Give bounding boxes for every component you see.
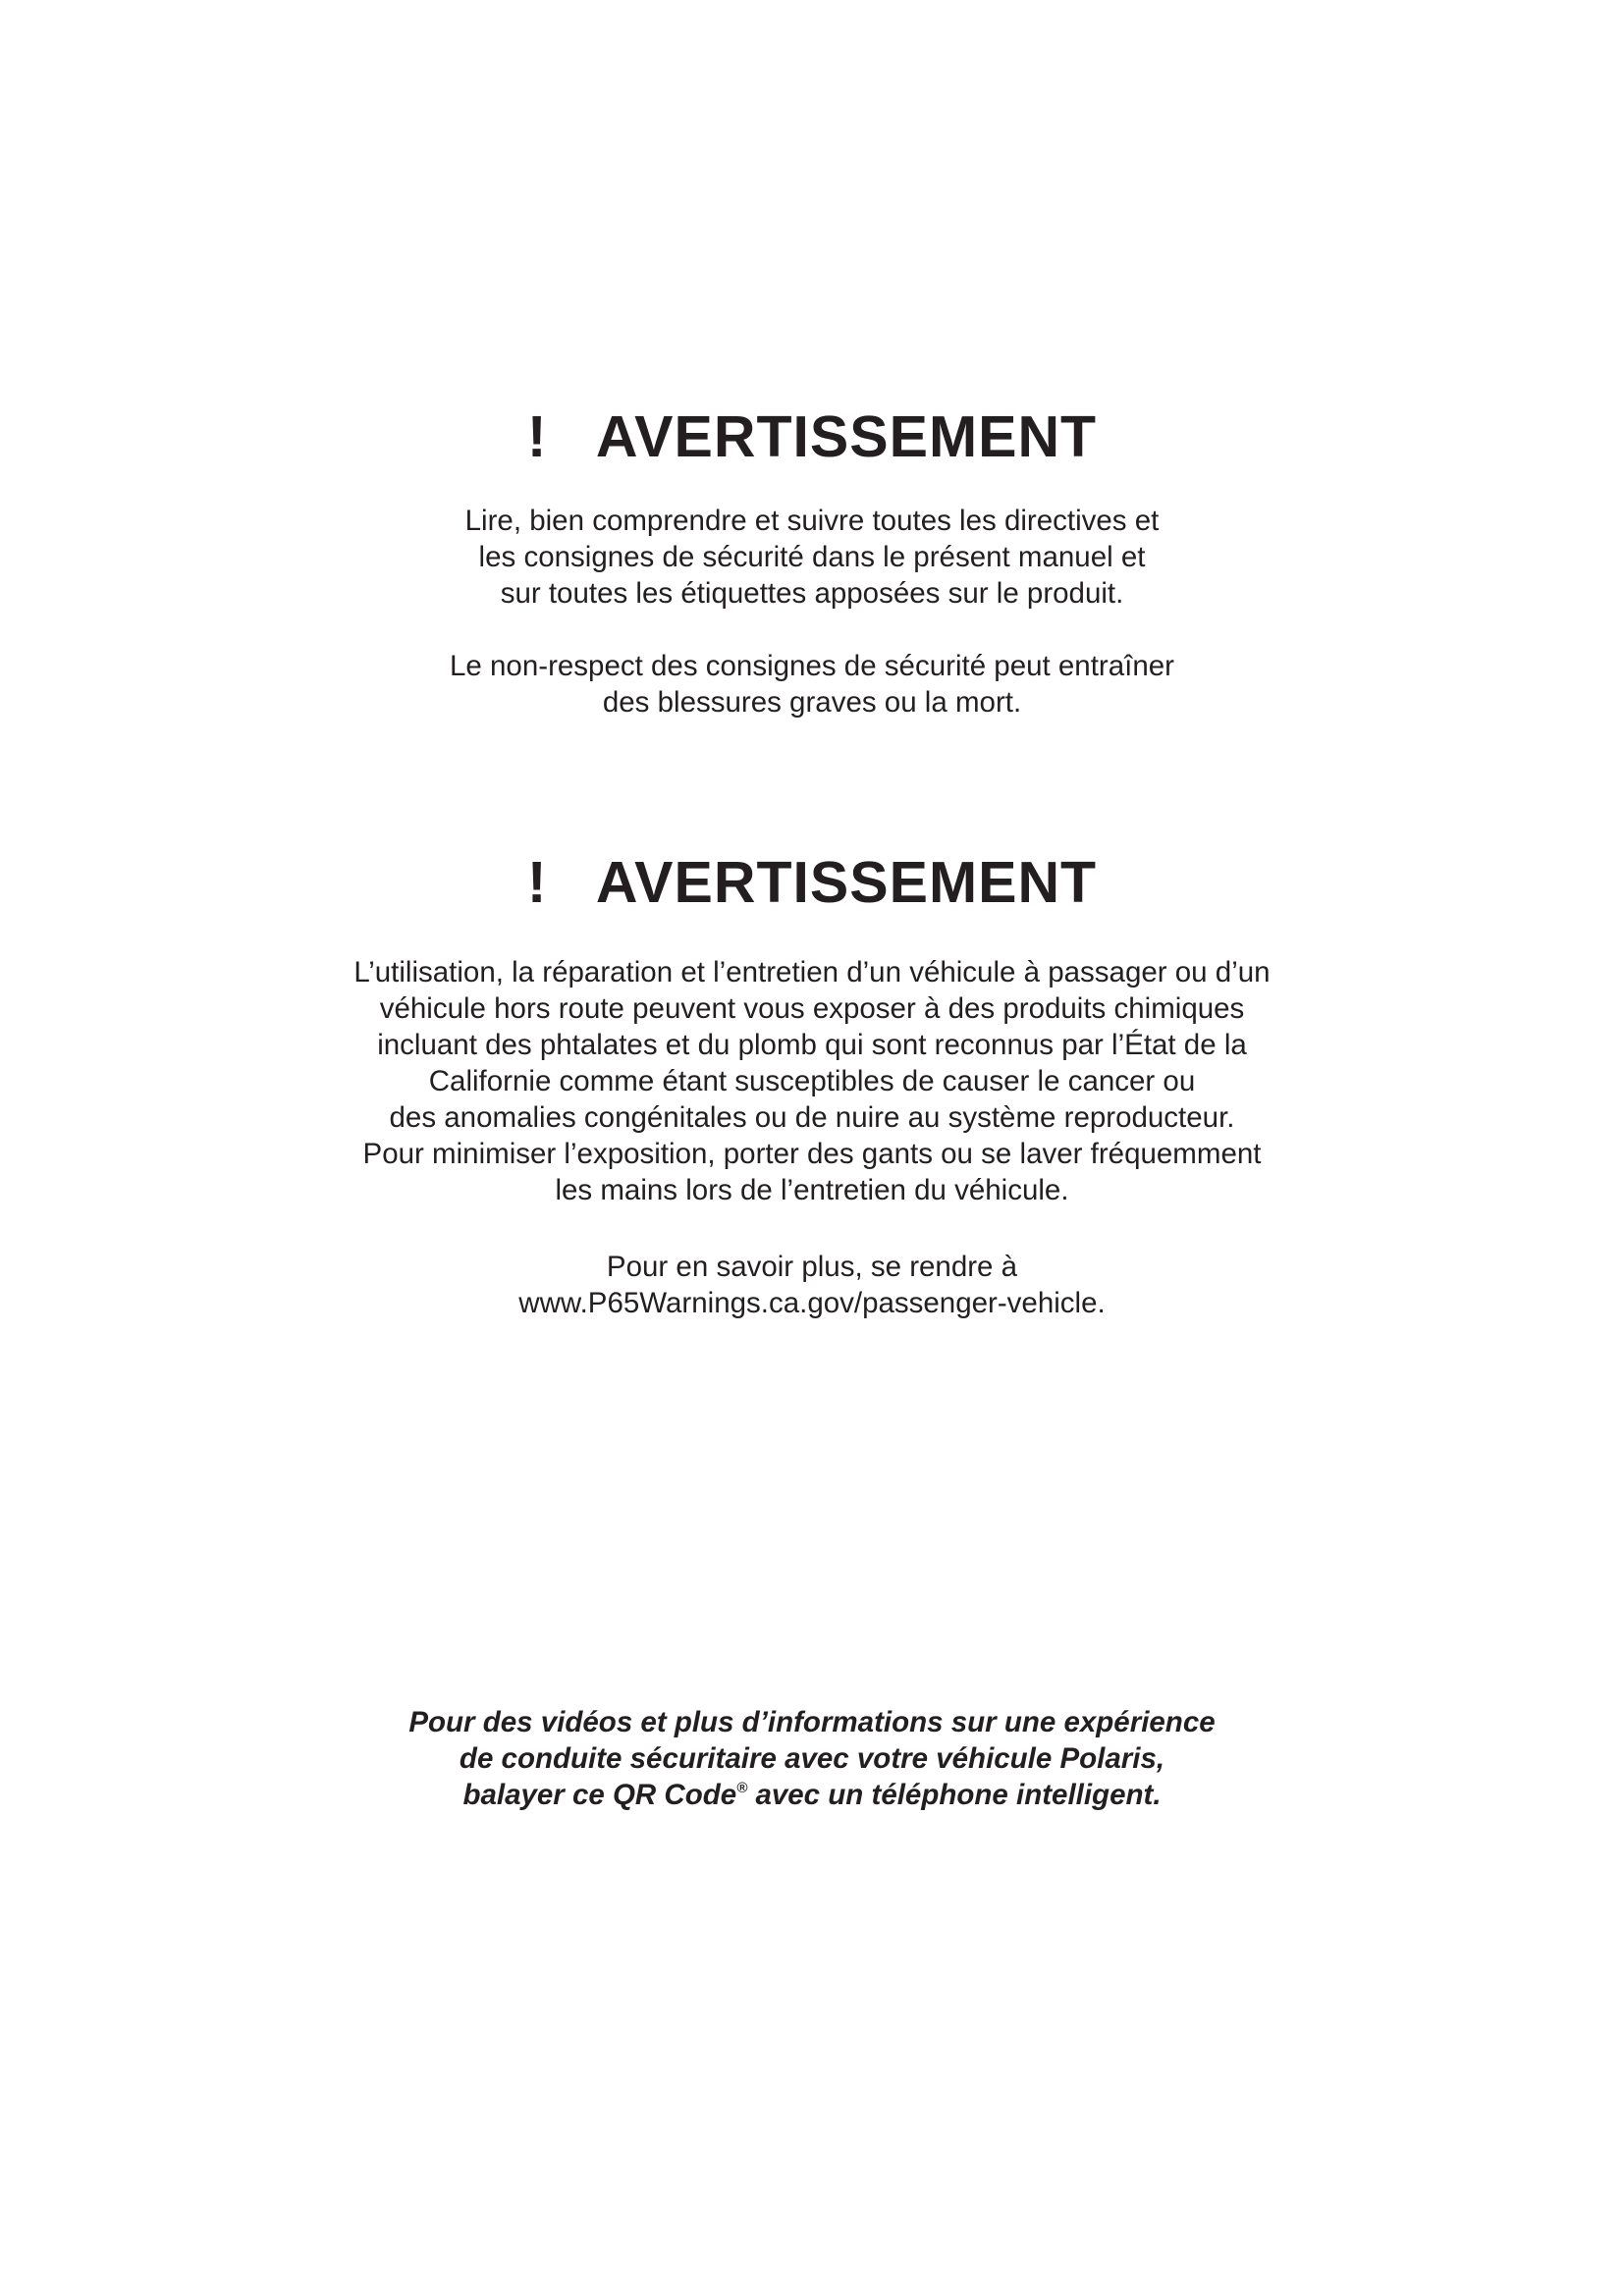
text-line: Pour minimiser l’exposition, porter des gants ou se laver fréquemment: [362, 1138, 1262, 1170]
p65-warnings-url: www.P65Warnings.ca.gov/passenger-vehicle.: [518, 1287, 1106, 1319]
exclamation-icon: !: [526, 404, 548, 469]
text-line: L’utilisation, la réparation et l’entretien d’un véhicule à passager ou d’un: [353, 956, 1271, 988]
text-line: sur toutes les étiquettes apposées sur le produit.: [500, 577, 1124, 610]
warning-1-paragraph-2: [0, 648, 1624, 721]
warning-heading-2: [0, 848, 1624, 917]
text-line: des blessures graves ou la mort.: [602, 686, 1022, 719]
text-line: Lire, bien comprendre et suivre toutes les directives et: [464, 505, 1160, 537]
exclamation-icon: !: [526, 850, 548, 915]
warning-title-1: AVERTISSEMENT: [595, 404, 1098, 469]
qr-note-line: Pour des vidéos et plus d’informations sur une expérience: [408, 1706, 1216, 1738]
registered-mark: ®: [736, 1780, 748, 1796]
text-line: des anomalies congénitales ou de nuire au système reproducteur.: [389, 1101, 1235, 1134]
qr-code-note: [0, 1704, 1624, 1813]
text-line: les mains lors de l’entretien du véhicule.: [555, 1174, 1069, 1206]
warning-title-2: AVERTISSEMENT: [595, 850, 1098, 915]
text-line: incluant des phtalates et du plomb qui sont reconnus par l’État de la: [377, 1029, 1247, 1061]
text-line: les consignes de sécurité dans le présent manuel et: [478, 541, 1146, 573]
text-line: Pour en savoir plus, se rendre à: [606, 1251, 1018, 1283]
qr-note-text: avec un téléphone intelligent.: [747, 1779, 1162, 1811]
qr-note-text: balayer ce QR Code: [462, 1779, 737, 1811]
qr-note-line: [0, 1777, 1624, 1813]
warning-1-paragraph-1: [0, 503, 1624, 612]
text-line: véhicule hors route peuvent vous exposer à des produits chimiques: [379, 992, 1245, 1025]
warning-heading-1: [0, 402, 1624, 471]
text-line: Californie comme étant susceptibles de causer le cancer ou: [428, 1065, 1196, 1097]
warning-2-paragraph-2: [0, 1249, 1624, 1321]
text-line: Le non-respect des consignes de sécurité peut entraîner: [450, 650, 1174, 682]
qr-note-line: de conduite sécuritaire avec votre véhicule Polaris,: [459, 1742, 1165, 1775]
warning-2-paragraph-1: [0, 954, 1624, 1208]
